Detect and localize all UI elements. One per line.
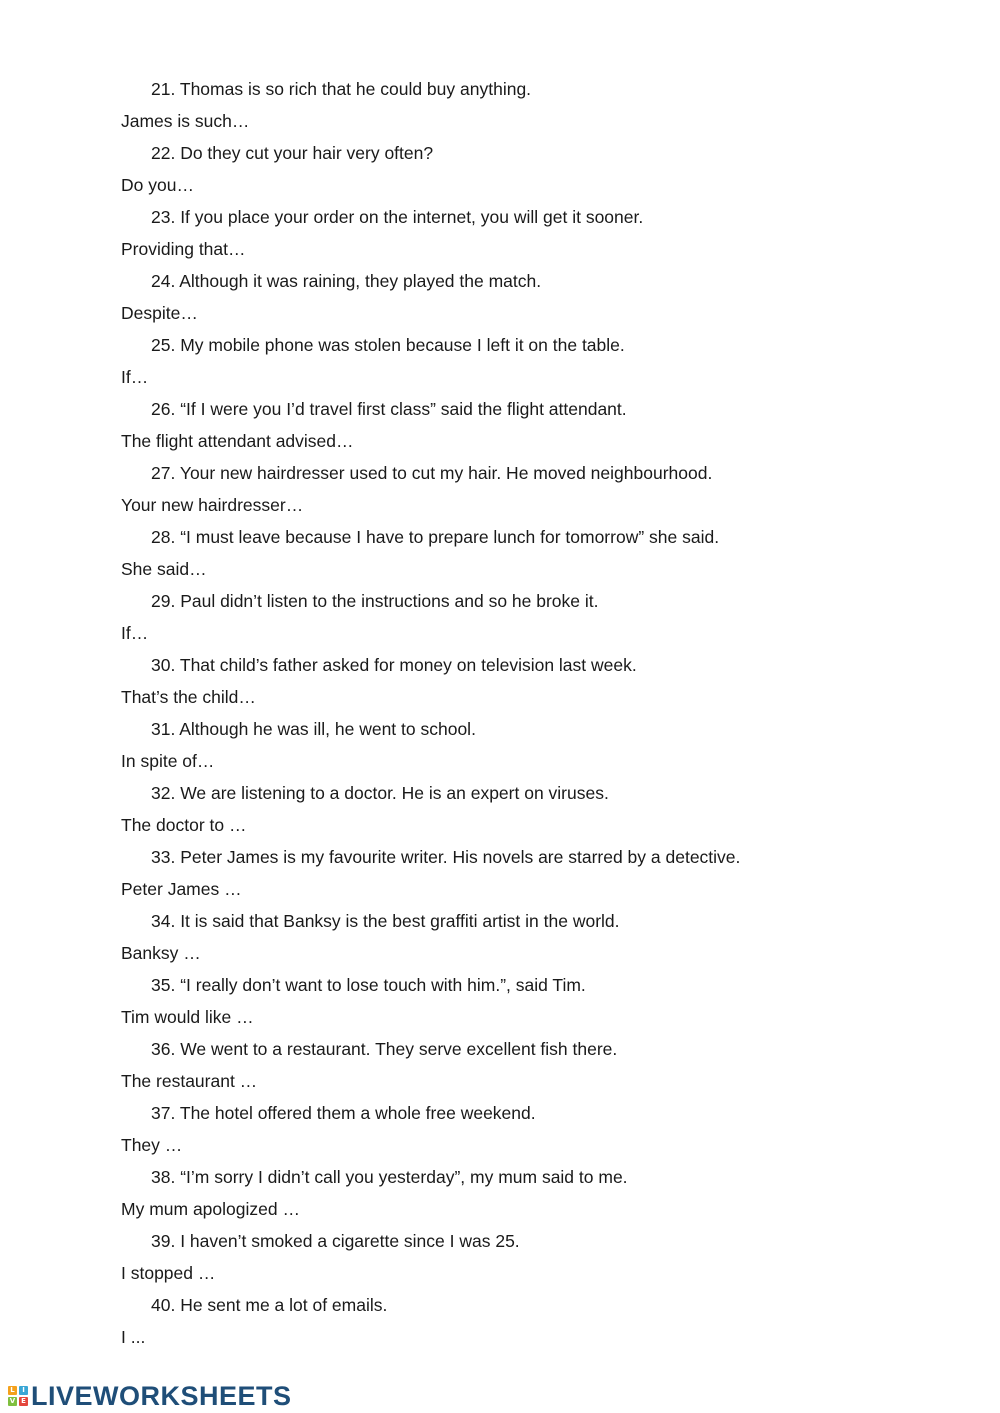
item-answer-starter: Providing that… <box>121 239 246 259</box>
item-answer-starter: Your new hairdresser… <box>121 495 304 515</box>
item-prompt: 31. Although he was ill, he went to school. <box>151 719 476 739</box>
item-prompt: 27. Your new hairdresser used to cut my hair. He moved neighbourhood. <box>151 463 713 483</box>
item-prompt: 25. My mobile phone was stolen because I left it on the table. <box>151 335 625 355</box>
item-prompt: 30. That child’s father asked for money on television last week. <box>151 655 637 675</box>
liveworksheets-logo-icon <box>8 1386 28 1406</box>
exercise-item-32 <box>0 777 1000 841</box>
exercise-item-34 <box>0 905 1000 969</box>
item-prompt: 40. He sent me a lot of emails. <box>151 1295 388 1315</box>
item-prompt: 28. “I must leave because I have to prepare lunch for tomorrow” she said. <box>151 527 720 547</box>
item-prompt: 29. Paul didn’t listen to the instructions and so he broke it. <box>151 591 599 611</box>
item-prompt: 37. The hotel offered them a whole free weekend. <box>151 1103 536 1123</box>
exercise-item-39 <box>0 1225 1000 1289</box>
exercise-item-27 <box>0 457 1000 521</box>
exercise-item-24 <box>0 265 1000 329</box>
logo-mark-tile: V <box>9 1397 16 1405</box>
item-answer-starter: In spite of… <box>121 751 215 771</box>
logo-mark-tile: I <box>19 1386 28 1395</box>
item-answer-starter: The restaurant … <box>121 1071 258 1091</box>
exercise-item-36 <box>0 1033 1000 1097</box>
item-answer-starter: Banksy … <box>121 943 201 963</box>
item-answer-starter: I stopped … <box>121 1263 216 1283</box>
exercise-item-30 <box>0 649 1000 713</box>
logo-mark-tile: L <box>8 1386 17 1395</box>
exercise-item-35 <box>0 969 1000 1033</box>
item-answer-starter: Peter James … <box>121 879 242 899</box>
exercise-item-25 <box>0 329 1000 393</box>
item-answer-starter: The flight attendant advised… <box>121 431 354 451</box>
item-answer-starter: I ... <box>121 1327 146 1347</box>
item-prompt: 38. “I’m sorry I didn’t call you yesterday”, my mum said to me. <box>151 1167 628 1187</box>
exercise-item-28 <box>0 521 1000 585</box>
item-answer-starter: That’s the child… <box>121 687 256 707</box>
item-answer-starter: Despite… <box>121 303 198 323</box>
item-prompt: 24. Although it was raining, they played the match. <box>151 271 542 291</box>
exercise-item-37 <box>0 1097 1000 1161</box>
exercise-item-40 <box>0 1289 1000 1353</box>
logo-mark-tile: E <box>19 1397 28 1406</box>
item-prompt: 21. Thomas is so rich that he could buy anything. <box>151 79 532 99</box>
item-answer-starter: Tim would like … <box>121 1007 254 1027</box>
item-answer-starter: Do you… <box>121 175 194 195</box>
exercise-item-22 <box>0 137 1000 201</box>
item-prompt: 34. It is said that Banksy is the best graffiti artist in the world. <box>151 911 620 931</box>
liveworksheets-logo[interactable] <box>8 1380 292 1412</box>
item-prompt: 35. “I really don’t want to lose touch with him.”, said Tim. <box>151 975 586 995</box>
item-prompt: 23. If you place your order on the internet, you will get it sooner. <box>151 207 644 227</box>
brand-name: LIVEWORKSHEETS <box>31 1380 292 1411</box>
exercise-item-29 <box>0 585 1000 649</box>
item-answer-starter: She said… <box>121 559 207 579</box>
item-answer-starter: The doctor to … <box>121 815 247 835</box>
worksheet <box>0 73 1000 1353</box>
item-prompt: 32. We are listening to a doctor. He is an expert on viruses. <box>151 783 609 803</box>
item-answer-starter: If… <box>121 623 149 643</box>
exercise-item-21 <box>0 73 1000 137</box>
exercise-item-38 <box>0 1161 1000 1225</box>
item-answer-starter: James is such… <box>121 111 250 131</box>
exercise-item-33 <box>0 841 1000 905</box>
item-prompt: 26. “If I were you I’d travel first class” said the flight attendant. <box>151 399 627 419</box>
exercise-item-31 <box>0 713 1000 777</box>
item-answer-starter: My mum apologized … <box>121 1199 300 1219</box>
item-answer-starter: They … <box>121 1135 183 1155</box>
exercise-item-23 <box>0 201 1000 265</box>
exercise-item-26 <box>0 393 1000 457</box>
item-prompt: 22. Do they cut your hair very often? <box>151 143 434 163</box>
item-answer-starter: If… <box>121 367 149 387</box>
item-prompt: 33. Peter James is my favourite writer. His novels are starred by a detective. <box>151 847 741 867</box>
item-prompt: 36. We went to a restaurant. They serve excellent fish there. <box>151 1039 618 1059</box>
item-prompt: 39. I haven’t smoked a cigarette since I was 25. <box>151 1231 520 1251</box>
